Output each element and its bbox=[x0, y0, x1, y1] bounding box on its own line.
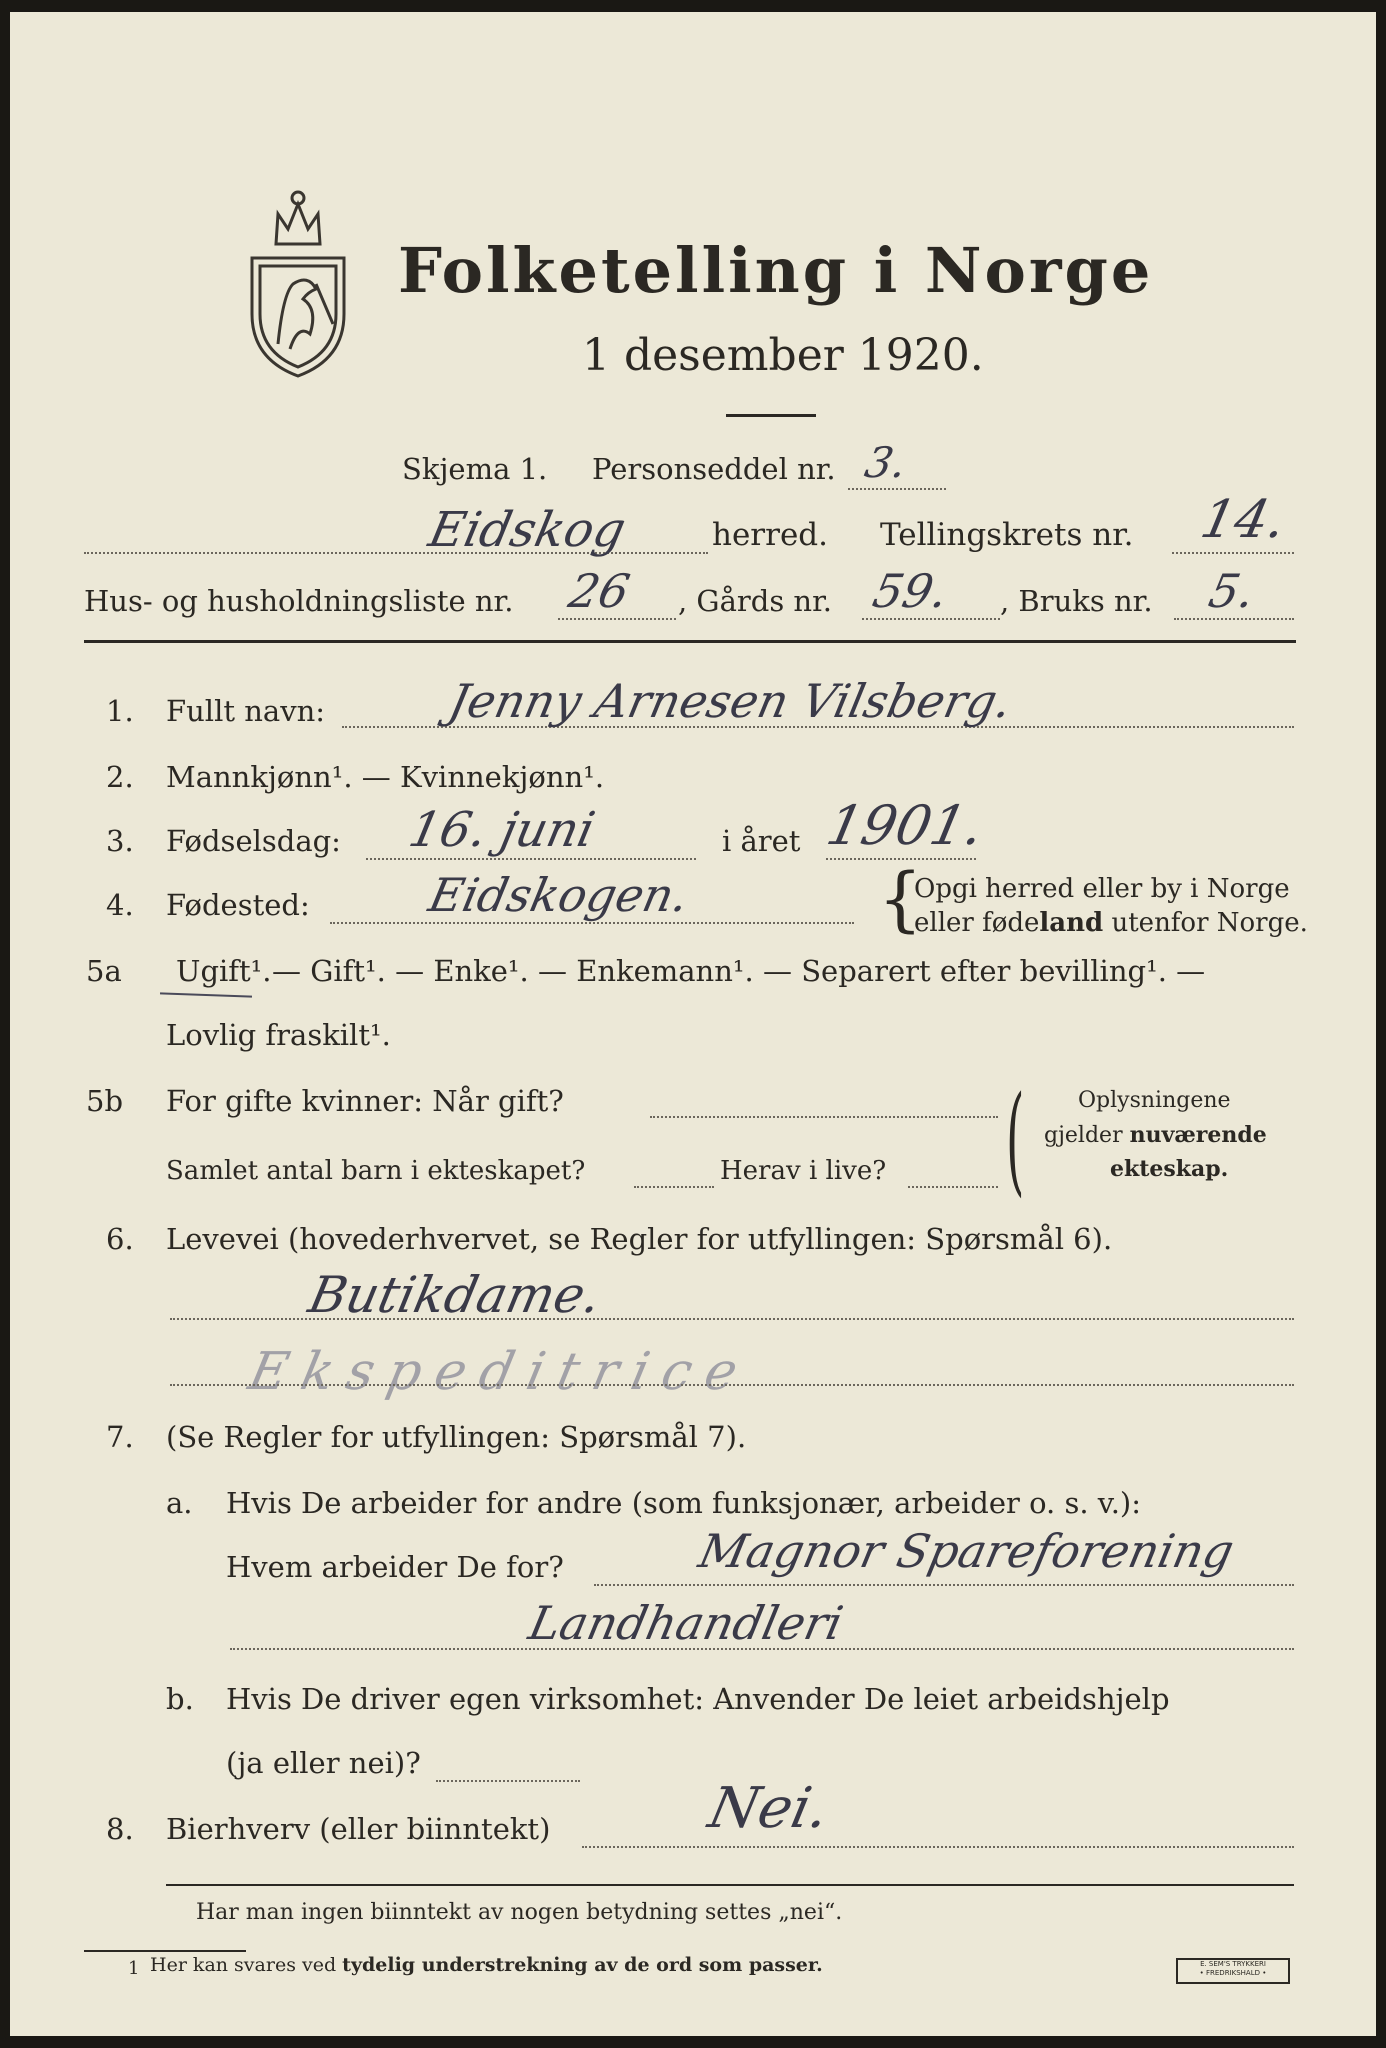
q5a-options: — Gift¹. — Enke¹. — Enkemann¹. — Separert efter bevilling¹. — bbox=[272, 954, 1206, 988]
nei-instruction: Har man ingen biinntekt av nogen betydning settes „nei“. bbox=[196, 1900, 843, 1925]
q5b-note-brace: ( bbox=[1006, 1070, 1025, 1208]
q5b-note-line2-b: nuværende bbox=[1129, 1122, 1267, 1148]
personseddel-label: Personseddel nr. bbox=[592, 452, 836, 486]
q2-label: Mannkjønn¹. — Kvinnekjønn¹. bbox=[166, 760, 605, 794]
q3-label: Fødselsdag: bbox=[166, 824, 341, 858]
norwegian-coat-of-arms-icon bbox=[238, 174, 358, 384]
herred-value: Eidskog bbox=[424, 502, 631, 558]
printer-mark-line2: • FREDRIKSHALD • bbox=[1199, 1969, 1267, 1977]
q4-note-line2-c: utenfor Norge. bbox=[1103, 908, 1308, 938]
q7a-field-line-2 bbox=[230, 1648, 1294, 1650]
q5a-ugift: Ugift¹. bbox=[176, 954, 272, 988]
q5b-children-field-line bbox=[634, 1186, 714, 1188]
q5b-alive-field-line bbox=[908, 1186, 998, 1188]
q4-note-line2-a: eller føde bbox=[914, 908, 1040, 938]
q5b-note-line3: ekteskap. bbox=[1110, 1156, 1229, 1182]
bruks-value: 5. bbox=[1204, 564, 1260, 618]
footnote-divider bbox=[84, 1950, 246, 1952]
gards-label: , Gårds nr. bbox=[678, 584, 832, 618]
footnote-number: 1 bbox=[128, 1958, 140, 1979]
printer-mark-line1: E. SEM'S TRYKKERI bbox=[1200, 1960, 1266, 1968]
q3-number: 3. bbox=[106, 824, 134, 858]
tellingskrets-value: 14. bbox=[1195, 490, 1292, 550]
husholdningsliste-field-line bbox=[558, 618, 676, 620]
q5b-note-line1: Oplysningene bbox=[1078, 1088, 1231, 1113]
q8-number: 8. bbox=[106, 1812, 134, 1846]
q7-label: (Se Regler for utfyllingen: Spørsmål 7). bbox=[166, 1420, 747, 1454]
footnote-text-a: Her kan svares ved bbox=[150, 1954, 343, 1976]
q6-number: 6. bbox=[106, 1222, 134, 1256]
q7a-field-line-1 bbox=[594, 1584, 1294, 1586]
q5b-when-field-line bbox=[650, 1116, 998, 1118]
q4-field-line bbox=[330, 922, 854, 924]
q7b-field-line bbox=[436, 1780, 580, 1782]
q1-value: Jenny Arnesen Vilsberg. bbox=[444, 674, 1017, 728]
q6-value-2: Ekspeditrice bbox=[243, 1342, 757, 1402]
q5b-line2b: Herav i live? bbox=[720, 1156, 887, 1186]
q7a-line1: Hvis De arbeider for andre (som funksjonær, arbeider o. s. v.): bbox=[226, 1486, 1142, 1520]
skjema-label: Skjema 1. bbox=[402, 452, 548, 486]
husholdningsliste-label: Hus- og husholdningsliste nr. bbox=[84, 584, 514, 618]
footer-divider bbox=[166, 1884, 1294, 1886]
title-divider bbox=[726, 414, 816, 417]
tellingskrets-label: Tellingskrets nr. bbox=[880, 517, 1134, 553]
form-date: 1 desember 1920. bbox=[582, 330, 984, 381]
q4-note-line1: Opgi herred eller by i Norge bbox=[914, 874, 1290, 904]
gards-field-line bbox=[862, 618, 1000, 620]
q4-note-line2 bbox=[914, 908, 1308, 938]
q8-field-line bbox=[582, 1846, 1294, 1848]
q5b-line1: For gifte kvinner: Når gift? bbox=[166, 1084, 564, 1118]
personseddel-value: 3. bbox=[860, 438, 912, 487]
bruks-label: , Bruks nr. bbox=[1000, 584, 1153, 618]
tellingskrets-field-line bbox=[1172, 552, 1294, 554]
q3-value: 16. juni bbox=[404, 802, 600, 858]
husholdningsliste-value: 26 bbox=[564, 564, 635, 618]
q4-number: 4. bbox=[106, 888, 134, 922]
footnote-text-b: tydelig understrekning av de ord som passer. bbox=[342, 1954, 823, 1976]
q6-field-line-2 bbox=[170, 1384, 1294, 1386]
printer-mark bbox=[1176, 1958, 1290, 1984]
footnote-text bbox=[150, 1954, 823, 1976]
q2-number: 2. bbox=[106, 760, 134, 794]
q5a-number: 5a bbox=[86, 954, 122, 988]
q7b-line1: Hvis De driver egen virksomhet: Anvender De leiet arbeidshjelp bbox=[226, 1682, 1170, 1716]
q7a-letter: a. bbox=[166, 1486, 193, 1520]
q5b-number: 5b bbox=[86, 1084, 124, 1118]
herred-label: herred. bbox=[712, 517, 828, 553]
q7b-letter: b. bbox=[166, 1682, 194, 1716]
q4-note-brace: { bbox=[878, 858, 923, 940]
q3-field-line bbox=[366, 858, 696, 860]
q4-label: Fødested: bbox=[166, 888, 310, 922]
gards-value: 59. bbox=[868, 564, 953, 618]
q8-value: Nei. bbox=[703, 1776, 835, 1841]
q3-year-label: i året bbox=[722, 824, 801, 858]
q5a-ugift-underline bbox=[160, 992, 252, 997]
census-form-page bbox=[10, 12, 1376, 2036]
q7a-value-2: Landhandleri bbox=[524, 1596, 848, 1650]
q6-value-1: Butikdame. bbox=[303, 1266, 607, 1324]
q1-number: 1. bbox=[106, 694, 134, 728]
q5b-line2a: Samlet antal barn i ekteskapet? bbox=[166, 1156, 586, 1186]
q7-number: 7. bbox=[106, 1420, 134, 1454]
q3-year-value: 1901. bbox=[821, 794, 990, 857]
q5a-line2: Lovlig fraskilt¹. bbox=[166, 1018, 391, 1052]
q1-label: Fullt navn: bbox=[166, 694, 326, 728]
form-title: Folketelling i Norge bbox=[398, 234, 1154, 307]
q4-value: Eidskogen. bbox=[424, 868, 694, 922]
q7b-line2: (ja eller nei)? bbox=[226, 1746, 421, 1780]
header-divider bbox=[84, 640, 1296, 643]
q4-note-line2-b: land bbox=[1039, 908, 1104, 938]
q7a-line2: Hvem arbeider De for? bbox=[226, 1550, 564, 1584]
q8-label: Bierhverv (eller biinntekt) bbox=[166, 1812, 551, 1846]
q5b-note-line2 bbox=[1044, 1122, 1267, 1148]
q6-field-line-1 bbox=[170, 1318, 1294, 1320]
personseddel-field-line bbox=[848, 488, 946, 490]
q7a-value-1: Magnor Spareforening bbox=[694, 1524, 1239, 1578]
q6-label: Levevei (hovederhvervet, se Regler for utfyllingen: Spørsmål 6). bbox=[166, 1222, 1113, 1256]
q5b-note-line2-a: gjelder bbox=[1044, 1123, 1130, 1148]
bruks-field-line bbox=[1174, 618, 1294, 620]
